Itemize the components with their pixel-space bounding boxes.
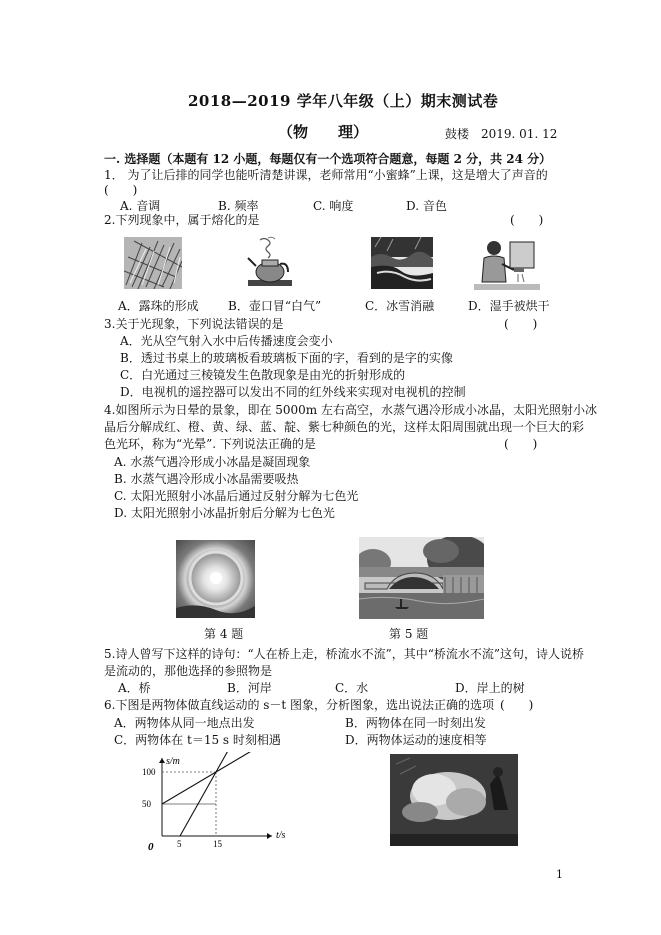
sun-halo-image <box>176 540 255 618</box>
q2-option-b: B．壶口冒“白气” <box>228 299 322 313</box>
q6-option-b: B．两物体在同一时刻出发 <box>345 716 486 730</box>
q5-option-d: D．岸上的树 <box>455 681 525 695</box>
x-tick-label: 5 <box>177 839 182 849</box>
subject-label: （物 理） <box>278 123 369 141</box>
origin-label: 0 <box>148 841 154 853</box>
q4-stem-line1: 4.如图所示为日晕的景象，即在 5000m 左右高空，水蒸气遇冷形成小冰晶，太阳光照射小冰 <box>104 403 597 417</box>
q4-option-c: C. 太阳光照射小冰晶后通过反射分解为七色光 <box>114 489 359 503</box>
q1-option-d: D. 音色 <box>406 199 447 213</box>
halo-illustration <box>176 540 255 618</box>
q5-stem-line1: 5.诗人曾写下这样的诗句：“人在桥上走，桥流水不流”，其中“桥流水不流”这句，诗人说桥 <box>104 647 584 661</box>
q3-option-a: A．光从空气射入水中后传播速度会变小 <box>120 334 333 348</box>
q6-option-a: A．两物体从同一地点出发 <box>114 716 255 730</box>
q4-stem-line2: 晶后分解成红、橙、黄、绿、蓝、靛、紫七种颜色的光，这样太阳周围就出现一个巨大的彩 <box>104 420 585 434</box>
series-line-a <box>180 752 241 836</box>
x-axis-label: t/s <box>276 830 286 841</box>
fig4-caption: 第 4 题 <box>204 627 244 641</box>
y-tick-label: 50 <box>142 799 151 809</box>
kettle-illustration <box>246 236 294 290</box>
snow-illustration <box>371 237 433 289</box>
q2-option-d: D．湿手被烘干 <box>468 299 550 313</box>
y-tick-label: 100 <box>142 767 156 777</box>
q4-stem-line3: 色光环，称为“光晕”. 下列说法正确的是 <box>104 437 316 451</box>
q4-option-a: A. 水蒸气遇冷形成小冰晶是凝固现象 <box>114 455 311 469</box>
q6-stem: 6.下图是两物体做直线运动的 s－t 图象，分析图象，选出说法正确的选项 <box>104 698 495 712</box>
q3-stem: 3.关于光现象，下列说法错误的是 <box>104 317 284 331</box>
hand-dryer-image <box>474 236 540 290</box>
q1-paren: ( ) <box>104 183 138 197</box>
q2-stem: 2.下列现象中，属于熔化的是 <box>104 213 260 227</box>
kettle-image <box>246 236 294 290</box>
section-heading: 一. 选择题（本题有 12 小题，每题仅有一个选项符合题意，每题 2 分，共 24 分） <box>104 152 552 166</box>
y-axis-label: s/m <box>166 756 180 767</box>
q2-option-a: A．露珠的形成 <box>118 299 199 313</box>
bridge-image <box>359 537 484 619</box>
y-axis-arrow <box>159 758 165 763</box>
q6-paren: ( ) <box>500 698 534 712</box>
q1-option-a: A. 音调 <box>120 199 161 213</box>
q5-option-b: B．河岸 <box>227 681 272 695</box>
q2-paren: ( ) <box>510 213 544 227</box>
q4-option-d: D. 太阳光照射小冰晶折射后分解为七色光 <box>114 506 335 520</box>
steam-photo <box>390 754 518 846</box>
steam-illustration <box>390 754 518 846</box>
q3-paren: ( ) <box>504 317 538 331</box>
melting-snow-image <box>371 237 433 289</box>
q1-stem: 1． 为了让后排的同学也能听清楚讲课，老师常用“小蜜蜂”上课，这是增大了声音的 <box>104 168 548 182</box>
bridge-illustration <box>359 537 484 619</box>
frost-illustration <box>124 237 182 289</box>
q3-option-c: C．白光通过三棱镜发生色散现象是由光的折射形成的 <box>120 368 406 382</box>
q5-stem-line2: 是流动的，那他选择的参照物是 <box>104 664 273 678</box>
frost-image <box>124 237 182 289</box>
q4-paren: ( ) <box>504 437 538 451</box>
q5-option-a: A．桥 <box>118 681 151 695</box>
x-axis-arrow <box>267 833 272 839</box>
x-tick-label: 15 <box>213 839 222 849</box>
page-number: 1 <box>556 868 563 881</box>
q5-option-c: C．水 <box>335 681 369 695</box>
q1-option-b: B. 频率 <box>218 199 259 213</box>
school-date: 鼓楼 2019. 01. 12 <box>445 127 558 141</box>
q2-option-c: C．冰雪消融 <box>365 299 435 313</box>
exam-title: 2018—2019 学年八年级（上）期末测试卷 <box>188 92 499 110</box>
q6-option-c: C．两物体在 t＝15 s 时刻相遇 <box>114 733 281 747</box>
q1-option-c: C. 响度 <box>313 199 354 213</box>
s-t-graph <box>138 752 288 856</box>
q4-option-b: B. 水蒸气遇冷形成小冰晶需要吸热 <box>114 472 299 486</box>
q3-option-b: B．透过书桌上的玻璃板看玻璃板下面的字，看到的是字的实像 <box>120 351 453 365</box>
fig5-caption: 第 5 题 <box>389 627 429 641</box>
q6-option-d: D．两物体运动的速度相等 <box>345 733 487 747</box>
dryer-illustration <box>474 236 540 290</box>
q3-option-d: D．电视机的遥控器可以发出不同的红外线来实现对电视机的控制 <box>120 385 466 399</box>
